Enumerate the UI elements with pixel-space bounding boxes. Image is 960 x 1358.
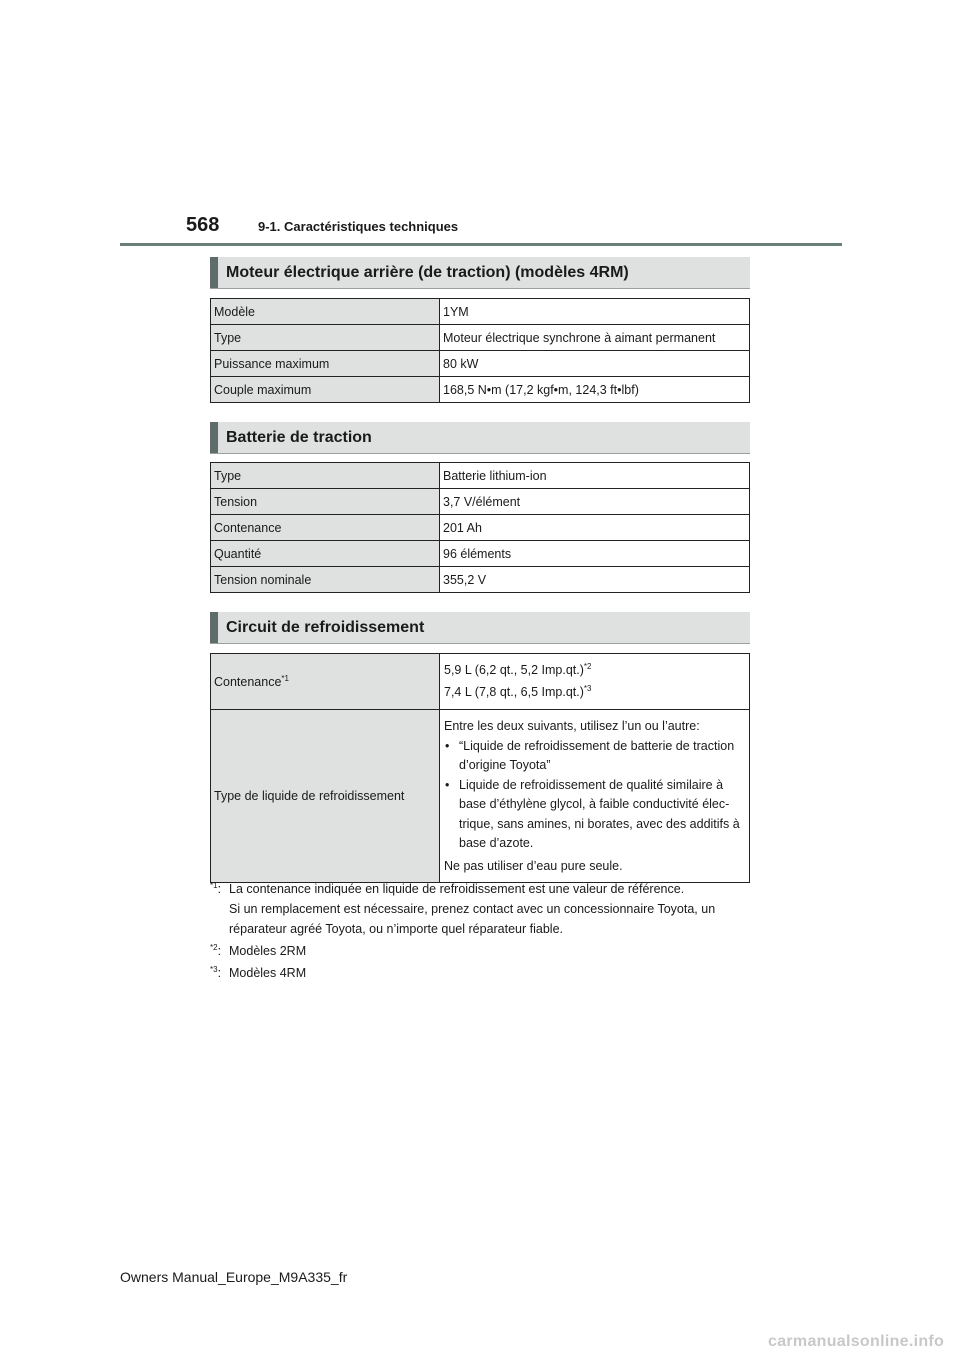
bullet: •	[445, 777, 450, 792]
row-value: 355,2 V	[440, 567, 750, 593]
list-item	[444, 737, 745, 776]
document-id: Owners Manual_Europe_M9A335_fr	[120, 1269, 348, 1285]
fluid-intro: Entre les deux suivants, utilisez l’un ou l’autre:	[444, 719, 700, 733]
row-value: 168,5 N•m (17,2 kgf•m, 124,3 ft•lbf)	[440, 377, 750, 403]
row-value: 3,7 V/élément	[440, 489, 750, 515]
fluid-warning: Ne pas utiliser d’eau pure seule.	[444, 858, 623, 873]
footnote-ref: *3	[583, 683, 592, 693]
capacity-2wd-text: 5,9 L (6,2 qt., 5,2 Imp.qt.)	[444, 662, 584, 677]
row-label: Tension	[211, 489, 440, 515]
section-title: Batterie de traction	[226, 428, 372, 446]
footnote	[210, 963, 750, 983]
capacity-4wd-text: 7,4 L (7,8 qt., 6,5 Imp.qt.)	[444, 685, 584, 699]
rear-motor-spec-table	[210, 298, 750, 403]
list-item-line: base d’azote.	[459, 836, 534, 850]
cooling-spec-table	[210, 653, 750, 883]
row-label: Tension nominale	[211, 567, 440, 593]
table-row	[211, 325, 750, 351]
row-value: 1YM	[440, 299, 750, 325]
capacity-4wd	[444, 683, 745, 703]
footnotes	[210, 879, 750, 985]
table-row	[211, 710, 750, 883]
section-heading-cooling	[210, 612, 750, 644]
capacity-label: Contenance	[214, 674, 282, 689]
table-row	[211, 515, 750, 541]
footnote-separator: :	[217, 966, 222, 980]
row-label: Type	[211, 463, 440, 489]
footnote-mark-text: *3	[210, 964, 218, 974]
list-item-line: base d’éthylène glycol, à faible conductivité élec-	[459, 797, 730, 811]
row-label: Couple maximum	[211, 377, 440, 403]
table-row	[211, 489, 750, 515]
table-row	[211, 654, 750, 710]
table-row	[211, 567, 750, 593]
row-label: Type de liquide de refroidissement	[211, 710, 440, 883]
footnote-line: Si un remplacement est nécessaire, prenez contact avec un concessionnaire Toyota, un	[229, 902, 716, 916]
footnote	[210, 941, 750, 961]
row-label: Quantité	[211, 541, 440, 567]
list-item-line: Liquide de refroidissement de qualité similaire à	[459, 777, 724, 792]
table-row	[211, 463, 750, 489]
section-heading-rear-motor	[210, 257, 750, 289]
footnote-text	[229, 879, 715, 939]
footnote-mark	[210, 879, 229, 939]
list-item-line: “Liquide de refroidissement de batterie de traction	[459, 738, 735, 753]
list-item-text	[459, 776, 740, 854]
section-title: Circuit de refroidissement	[226, 618, 425, 636]
row-value: 80 kW	[440, 351, 750, 377]
footnote-text: Modèles 2RM	[229, 944, 307, 958]
row-label: Contenance	[211, 515, 440, 541]
footnote-mark	[210, 963, 229, 983]
table-row	[211, 299, 750, 325]
footnote-mark	[210, 941, 229, 961]
footnote-ref: *2	[583, 661, 592, 671]
chapter-title: 9-1. Caractéristiques techniques	[258, 219, 459, 234]
footnote-separator: :	[217, 882, 222, 896]
footnote-separator: :	[217, 944, 222, 958]
table-row	[211, 377, 750, 403]
section-heading-accent	[210, 422, 218, 453]
list-item	[444, 776, 745, 854]
list-item-line: trique, sans amines, ni borates, avec des additifs à	[459, 816, 740, 831]
watermark: carmanualsonline.info	[768, 1333, 945, 1350]
row-label: Type	[211, 325, 440, 351]
row-value	[440, 710, 750, 883]
section-heading-accent	[210, 612, 218, 643]
footnote-mark-text: *2	[210, 942, 218, 952]
row-value: 96 éléments	[440, 541, 750, 567]
footnote-ref: *1	[281, 673, 289, 683]
table-row	[211, 541, 750, 567]
section-title: Moteur électrique arrière (de traction) (modèles 4RM)	[226, 263, 629, 281]
footnote	[210, 879, 750, 939]
section-heading-battery	[210, 422, 750, 454]
page-number: 568	[186, 214, 220, 236]
section-heading-accent	[210, 257, 218, 288]
footnote-text: Modèles 4RM	[229, 966, 307, 980]
row-label: Modèle	[211, 299, 440, 325]
row-label	[211, 654, 440, 710]
battery-spec-table	[210, 462, 750, 593]
list-item-line: d’origine Toyota”	[459, 758, 551, 772]
row-label: Puissance maximum	[211, 351, 440, 377]
capacity-2wd	[444, 661, 745, 681]
row-value: 201 Ah	[440, 515, 750, 541]
table-row	[211, 351, 750, 377]
list-item-text	[459, 737, 734, 776]
row-value	[440, 654, 750, 710]
bullet: •	[445, 738, 450, 753]
footnote-line: La contenance indiquée en liquide de refroidissement est une valeur de référence.	[229, 882, 685, 896]
footnote-mark-text: *1	[210, 880, 218, 890]
row-value: Batterie lithium-ion	[440, 463, 750, 489]
header-divider	[120, 243, 842, 246]
footnote-line: réparateur agréé Toyota, ou n’importe quel réparateur fiable.	[229, 922, 564, 936]
row-value: Moteur électrique synchrone à aimant permanent	[440, 325, 750, 351]
